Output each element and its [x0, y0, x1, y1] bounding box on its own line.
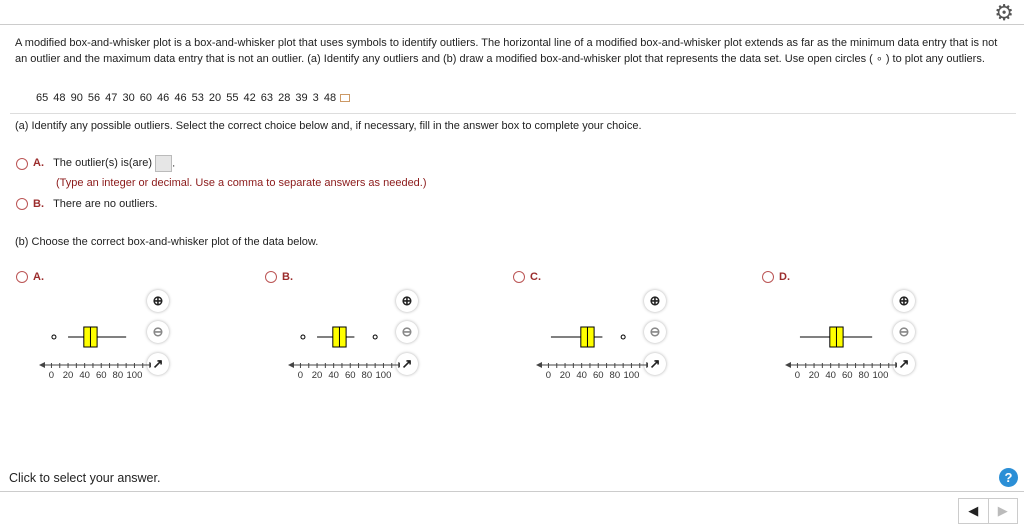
- option-letter: A.: [33, 157, 44, 170]
- part-a-question: (a) Identify any possible outliers. Select the correct choice below and, if necessary, fill in the answer box to complete your choice.: [15, 120, 642, 132]
- option-letter: B.: [282, 271, 293, 283]
- tick-label: 20: [559, 370, 571, 381]
- divider: [10, 113, 1016, 114]
- radio-button[interactable]: [16, 271, 28, 283]
- boxplot-chart: [513, 315, 648, 385]
- tick-label: 60: [344, 370, 356, 381]
- answer-hint: (Type an integer or decimal. Use a comma to separate answers as needed.): [56, 177, 427, 189]
- part-a-option-b[interactable]: [16, 198, 158, 210]
- bottom-divider: [0, 491, 1024, 492]
- gear-icon[interactable]: ⚙: [994, 0, 1014, 25]
- tick-label: 0: [545, 370, 552, 381]
- tick-label: 60: [841, 370, 853, 381]
- tick-label: 0: [48, 370, 55, 381]
- zoom-in-icon[interactable]: ⊕: [893, 290, 915, 312]
- zoom-out-icon[interactable]: ⊖: [396, 321, 418, 343]
- plot-option-a[interactable]: [16, 271, 44, 283]
- navigation: [958, 498, 1018, 524]
- boxplot-chart: [762, 315, 897, 385]
- boxplot-chart: [16, 315, 151, 385]
- arrow-left: [785, 362, 791, 368]
- part-a-option-a[interactable]: [16, 155, 175, 172]
- tick-label: 80: [112, 370, 124, 381]
- tick-label: 100: [623, 370, 640, 381]
- tick-label: 0: [297, 370, 304, 381]
- arrow-right: [398, 362, 400, 368]
- part-b-question: (b) Choose the correct box-and-whisker plot of the data below.: [15, 236, 319, 248]
- zoom-out-icon[interactable]: ⊖: [893, 321, 915, 343]
- top-divider: [0, 24, 1024, 25]
- data-set: [36, 92, 350, 104]
- open-external-icon[interactable]: ↗: [893, 353, 915, 375]
- zoom-out-icon[interactable]: ⊖: [147, 321, 169, 343]
- next-button[interactable]: ▶: [988, 499, 1018, 523]
- tick-label: 100: [872, 370, 889, 381]
- arrow-left: [288, 362, 294, 368]
- radio-button[interactable]: [513, 271, 525, 283]
- data-values: 65 48 90 56 47 30 60 46 46 53 20 55 42 63 28 39 3 48: [36, 92, 337, 104]
- option-text: There are no outliers.: [53, 198, 158, 210]
- plot-option-c[interactable]: [513, 271, 541, 283]
- help-button[interactable]: ?: [999, 468, 1018, 487]
- outlier-point: [301, 335, 305, 339]
- previous-button[interactable]: ◀: [968, 503, 979, 518]
- tick-label: 20: [311, 370, 323, 381]
- option-letter: D.: [779, 271, 790, 283]
- tick-label: 80: [858, 370, 870, 381]
- zoom-in-icon[interactable]: ⊕: [644, 290, 666, 312]
- tick-label: 80: [361, 370, 373, 381]
- option-letter: A.: [33, 271, 44, 283]
- tick-label: 40: [79, 370, 90, 381]
- outlier-point: [621, 335, 625, 339]
- zoom-in-icon[interactable]: ⊕: [147, 290, 169, 312]
- plot-option-d[interactable]: [762, 271, 790, 283]
- arrow-right: [646, 362, 648, 368]
- option-letter: C.: [530, 271, 541, 283]
- tick-label: 60: [592, 370, 604, 381]
- tick-label: 0: [794, 370, 801, 381]
- tick-label: 80: [609, 370, 621, 381]
- boxplot-chart: [265, 315, 400, 385]
- tick-label: 20: [62, 370, 74, 381]
- outlier-point: [373, 335, 377, 339]
- arrow-left: [536, 362, 542, 368]
- footer-instruction: Click to select your answer.: [9, 471, 161, 485]
- tick-label: 40: [576, 370, 587, 381]
- outlier-answer-input[interactable]: [155, 155, 172, 172]
- radio-button[interactable]: [16, 198, 28, 210]
- tick-label: 100: [126, 370, 143, 381]
- option-text: The outlier(s) is(are): [53, 157, 153, 170]
- arrow-left: [39, 362, 45, 368]
- open-external-icon[interactable]: ↗: [644, 353, 666, 375]
- zoom-out-icon[interactable]: ⊖: [644, 321, 666, 343]
- tick-label: 40: [825, 370, 836, 381]
- tick-label: 20: [808, 370, 820, 381]
- arrow-right: [149, 362, 151, 368]
- open-external-icon[interactable]: ↗: [396, 353, 418, 375]
- plot-option-b[interactable]: [265, 271, 293, 283]
- period: .: [172, 157, 176, 170]
- open-external-icon[interactable]: ↗: [147, 353, 169, 375]
- tick-label: 40: [328, 370, 339, 381]
- copy-data-icon[interactable]: [340, 94, 350, 102]
- radio-button[interactable]: [16, 158, 28, 170]
- tick-label: 60: [95, 370, 107, 381]
- arrow-right: [895, 362, 897, 368]
- radio-button[interactable]: [265, 271, 277, 283]
- zoom-in-icon[interactable]: ⊕: [396, 290, 418, 312]
- tick-label: 100: [375, 370, 392, 381]
- option-letter: B.: [33, 198, 44, 210]
- outlier-point: [52, 335, 56, 339]
- question-prompt: A modified box-and-whisker plot is a box-and-whisker plot that uses symbols to identify outliers. The horizontal line of a modified box-and-whisker plot extends as far as the minimum data entry that is not an outlier and the maximum data entry that is not an outlier. (a) Identify any outliers and (b) draw a modified box-and-whisker plot that represents the data set. Use open circles ( ∘ ) to plot any outliers.: [15, 37, 998, 65]
- radio-button[interactable]: [762, 271, 774, 283]
